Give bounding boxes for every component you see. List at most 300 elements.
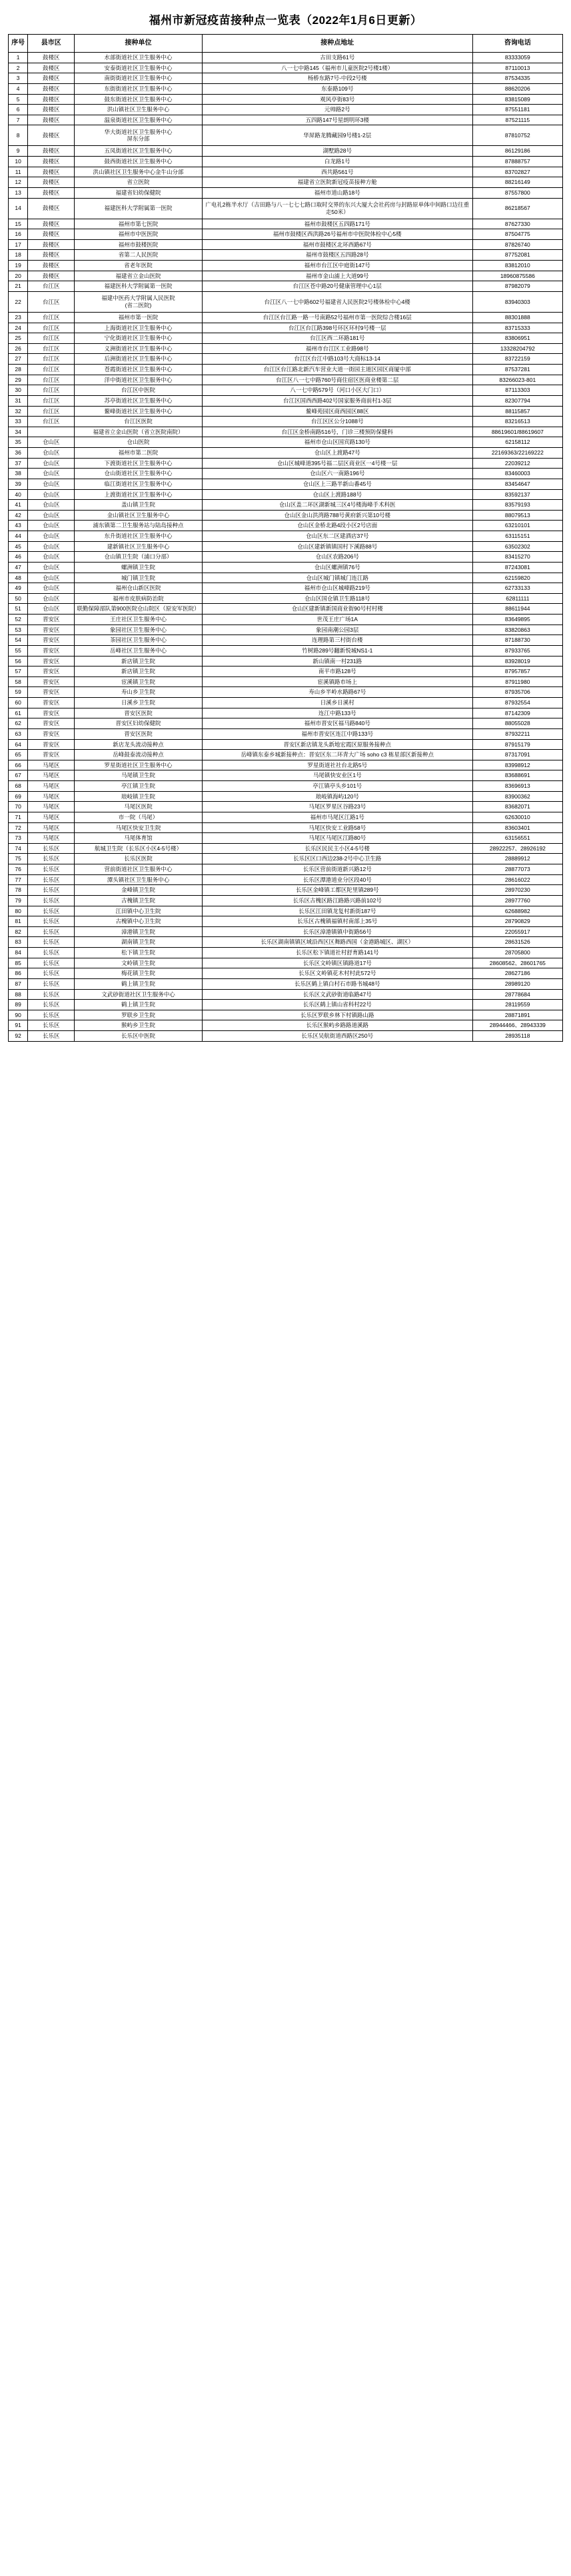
cell-phone: 83815089 — [472, 94, 562, 105]
cell-no: 53 — [9, 625, 28, 635]
cell-district: 鼓楼区 — [28, 198, 75, 219]
cell-district: 仓山区 — [28, 500, 75, 511]
cell-no: 27 — [9, 354, 28, 365]
table-row — [9, 365, 563, 375]
cell-no: 28 — [9, 365, 28, 375]
cell-phone: 87537281 — [472, 365, 562, 375]
cell-no: 47 — [9, 562, 28, 573]
table-row — [9, 1010, 563, 1020]
cell-no: 44 — [9, 531, 28, 542]
table-row — [9, 895, 563, 906]
cell-unit: 安泰街道社区卫生服务中心 — [75, 63, 203, 73]
cell-unit: 长乐区中医院 — [75, 1031, 203, 1042]
cell-unit: 上渡街道社区卫生服务中心 — [75, 489, 203, 500]
cell-district: 台江区 — [28, 343, 75, 354]
table-row — [9, 562, 563, 573]
cell-no: 54 — [9, 635, 28, 646]
cell-unit: 义洲街道社区卫生服务中心 — [75, 343, 203, 354]
cell-no: 61 — [9, 708, 28, 718]
cell-district: 晋安区 — [28, 739, 75, 750]
table-row — [9, 770, 563, 781]
cell-phone: 87915179 — [472, 739, 562, 750]
cell-no: 20 — [9, 271, 28, 281]
cell-phone: 83806951 — [472, 333, 562, 344]
cell-no: 86 — [9, 968, 28, 979]
cell-phone: 87911980 — [472, 676, 562, 687]
cell-phone: 87888757 — [472, 157, 562, 167]
cell-address: 福建省立医院新冠疫苗接种方舱 — [202, 177, 472, 188]
cell-address: 福州市金山浦上大道99号 — [202, 271, 472, 281]
cell-address: 长乐区罗联乡林下村镇路山路 — [202, 1010, 472, 1020]
cell-district: 鼓楼区 — [28, 250, 75, 261]
cell-phone: 87113303 — [472, 385, 562, 396]
cell-phone: 87627330 — [472, 219, 562, 229]
table-row — [9, 94, 563, 105]
cell-unit: 后洲街道社区卫生服务中心 — [75, 354, 203, 365]
table-row — [9, 417, 563, 427]
table-row — [9, 708, 563, 718]
table-row — [9, 437, 563, 448]
cell-district: 马尾区 — [28, 760, 75, 770]
cell-district: 晋安区 — [28, 687, 75, 698]
cell-address: 仓山区金山洪湾路788号黄府新兴第10号楼 — [202, 510, 472, 521]
cell-address: 湖墅路28号 — [202, 146, 472, 157]
cell-unit: 岳峰鼓泰流动接种点 — [75, 750, 203, 760]
cell-phone: 83579193 — [472, 500, 562, 511]
cell-district: 晋安区 — [28, 635, 75, 646]
table-row — [9, 676, 563, 687]
cell-district: 鼓楼区 — [28, 177, 75, 188]
cell-district: 仓山区 — [28, 583, 75, 594]
cell-address: 长乐区漳港镇镇中街路56号 — [202, 926, 472, 937]
cell-unit: 琅岐镇卫生院 — [75, 791, 203, 802]
cell-unit: 建新镇社区卫生服务中心 — [75, 541, 203, 552]
cell-no: 24 — [9, 323, 28, 333]
table-row — [9, 239, 563, 250]
cell-unit: 猴屿乡卫生院 — [75, 1020, 203, 1031]
cell-address: 观风亭街83号 — [202, 94, 472, 105]
cell-no: 29 — [9, 375, 28, 385]
cell-no: 40 — [9, 489, 28, 500]
cell-district: 鼓楼区 — [28, 94, 75, 105]
cell-unit: 温泉街道社区卫生服务中心 — [75, 115, 203, 125]
cell-address: 福州市仓山区国宾路130号 — [202, 437, 472, 448]
cell-district: 晋安区 — [28, 645, 75, 656]
vaccination-sites-table — [8, 34, 563, 1042]
cell-unit: 营前街道社区卫生服务中心 — [75, 864, 203, 875]
cell-no: 45 — [9, 541, 28, 552]
cell-unit: 洪山镇社区卫生服务中心 — [75, 105, 203, 115]
cell-district: 鼓楼区 — [28, 239, 75, 250]
cell-district: 晋安区 — [28, 718, 75, 729]
cell-district: 鼓楼区 — [28, 83, 75, 94]
cell-address: 长乐区猴屿乡路路道溪路 — [202, 1020, 472, 1031]
cell-unit: 岳峰社区卫生服务中心 — [75, 645, 203, 656]
table-row — [9, 916, 563, 927]
cell-address: 仓山区城门镇城门连江路 — [202, 573, 472, 583]
cell-no: 70 — [9, 802, 28, 812]
table-row — [9, 427, 563, 437]
cell-address: 华屏路龙腾藏园9号楼1-2层 — [202, 125, 472, 146]
cell-district: 仓山区 — [28, 479, 75, 489]
table-row — [9, 500, 563, 511]
cell-phone: 87110013 — [472, 63, 562, 73]
cell-unit: 下渡街道社区卫生服务中心 — [75, 458, 203, 469]
cell-district: 台江区 — [28, 291, 75, 312]
cell-district: 鼓楼区 — [28, 167, 75, 177]
cell-unit: 新店镇卫生院 — [75, 666, 203, 677]
cell-unit: 罗星街道社区卫生服务中心 — [75, 760, 203, 770]
cell-no: 78 — [9, 885, 28, 896]
cell-address: 福州市仓山区城峰路219号 — [202, 583, 472, 594]
cell-address: 长乐区松下镇道社村舒育路141号 — [202, 948, 472, 958]
cell-address: 福州市道山路18号 — [202, 187, 472, 198]
cell-district: 鼓楼区 — [28, 271, 75, 281]
cell-unit: 城门镇卫生院 — [75, 573, 203, 583]
cell-no: 79 — [9, 895, 28, 906]
cell-no: 80 — [9, 906, 28, 916]
cell-address: 仓山区螺洲镇76号 — [202, 562, 472, 573]
cell-address: 长乐区金峰镇工都区陀里镇289号 — [202, 885, 472, 896]
cell-unit: 仓山镇卫生院（浦口分部） — [75, 552, 203, 563]
cell-phone: 87810752 — [472, 125, 562, 146]
table-row — [9, 125, 563, 146]
cell-unit: 上海街道社区卫生服务中心 — [75, 323, 203, 333]
table-row — [9, 73, 563, 84]
cell-address: 台江区台江路398号环区环村9号楼一层 — [202, 323, 472, 333]
cell-district: 仓山区 — [28, 489, 75, 500]
cell-no: 31 — [9, 395, 28, 406]
cell-district: 台江区 — [28, 375, 75, 385]
table-row — [9, 739, 563, 750]
table-row — [9, 948, 563, 958]
cell-unit: 省老年医院 — [75, 261, 203, 271]
cell-phone: 83998912 — [472, 760, 562, 770]
cell-no: 72 — [9, 822, 28, 833]
table-row — [9, 177, 563, 188]
cell-phone: 88619601/88619607 — [472, 427, 562, 437]
cell-district: 马尾区 — [28, 822, 75, 833]
table-row — [9, 115, 563, 125]
cell-phone: 28627186 — [472, 968, 562, 979]
cell-district: 长乐区 — [28, 864, 75, 875]
cell-address: 马尾区罗星区谷路23号 — [202, 802, 472, 812]
cell-district: 仓山区 — [28, 469, 75, 479]
cell-no: 5 — [9, 94, 28, 105]
cell-district: 鼓楼区 — [28, 219, 75, 229]
cell-address: 台江区苍中路20号健康管理中心1层 — [202, 281, 472, 292]
table-row — [9, 978, 563, 989]
cell-district: 鼓楼区 — [28, 229, 75, 240]
cell-no: 82 — [9, 926, 28, 937]
table-row — [9, 83, 563, 94]
cell-phone: 28977760 — [472, 895, 562, 906]
cell-district: 长乐区 — [28, 926, 75, 937]
cell-phone: 87932554 — [472, 698, 562, 708]
table-row — [9, 937, 563, 948]
cell-district: 鼓楼区 — [28, 261, 75, 271]
cell-unit: 古槐镇中心卫生院 — [75, 916, 203, 927]
cell-unit: 松下镇卫生院 — [75, 948, 203, 958]
table-row — [9, 157, 563, 167]
cell-phone: 62688982 — [472, 906, 562, 916]
cell-address: 元帅路2号 — [202, 105, 472, 115]
cell-phone: 83715333 — [472, 323, 562, 333]
cell-district: 长乐区 — [28, 948, 75, 958]
cell-district: 仓山区 — [28, 458, 75, 469]
cell-phone: 88079513 — [472, 510, 562, 521]
cell-address: 白龙路1号 — [202, 157, 472, 167]
cell-unit: 仓山街道社区卫生服务中心 — [75, 469, 203, 479]
cell-phone: 28631526 — [472, 937, 562, 948]
cell-no: 68 — [9, 781, 28, 792]
cell-phone: 83649895 — [472, 615, 562, 625]
cell-address: 台江区国西西路402号国家服务商前村1-3层 — [202, 395, 472, 406]
cell-address: 连江中路133号 — [202, 708, 472, 718]
cell-unit: 福建医科大学附属第一医院 — [75, 198, 203, 219]
table-row — [9, 458, 563, 469]
cell-unit: 梅花镇卫生院 — [75, 968, 203, 979]
table-row — [9, 791, 563, 802]
cell-unit: 鹤上镇卫生院 — [75, 978, 203, 989]
cell-unit: 鹤上镇卫生院 — [75, 1000, 203, 1010]
cell-district: 马尾区 — [28, 833, 75, 844]
column-header-unit: 接种单位 — [75, 35, 203, 53]
cell-unit: 浦东镇第二卫生服务站与陆岛接种点 — [75, 521, 203, 531]
cell-address: 长乐区文岭镇区镇路道17号 — [202, 958, 472, 968]
cell-unit: 福州市中医医院 — [75, 229, 203, 240]
table-row — [9, 1000, 563, 1010]
cell-unit: 新店镇卫生院 — [75, 656, 203, 666]
cell-no: 22 — [9, 291, 28, 312]
cell-unit: 晋安区妇幼保健院 — [75, 718, 203, 729]
cell-unit: 金峰镇卫生院 — [75, 885, 203, 896]
cell-district: 长乐区 — [28, 958, 75, 968]
cell-phone: 87521115 — [472, 115, 562, 125]
cell-district: 长乐区 — [28, 1020, 75, 1031]
cell-district: 长乐区 — [28, 978, 75, 989]
cell-address: 古田支路61号 — [202, 53, 472, 63]
table-row — [9, 645, 563, 656]
cell-address: 长乐区古槐区路江路路兴路前102号 — [202, 895, 472, 906]
cell-no: 41 — [9, 500, 28, 511]
cell-phone: 22039212 — [472, 458, 562, 469]
table-row — [9, 510, 563, 521]
cell-phone: 87317091 — [472, 750, 562, 760]
cell-district: 晋安区 — [28, 750, 75, 760]
table-row — [9, 53, 563, 63]
cell-district — [28, 427, 75, 437]
cell-phone: 87551181 — [472, 105, 562, 115]
cell-address: 福州市马尾区江路1号 — [202, 812, 472, 822]
table-row — [9, 271, 563, 281]
cell-district: 仓山区 — [28, 448, 75, 459]
cell-no: 14 — [9, 198, 28, 219]
cell-address: 长乐区民民主小区4-5号楼 — [202, 843, 472, 854]
table-row — [9, 687, 563, 698]
cell-no: 1 — [9, 53, 28, 63]
table-row — [9, 281, 563, 292]
cell-unit: 鼓西街道社区卫生服务中心 — [75, 157, 203, 167]
cell-unit: 王庄社区卫生服务中心 — [75, 615, 203, 625]
cell-phone: 88611944 — [472, 604, 562, 615]
cell-phone: 28877073 — [472, 864, 562, 875]
cell-no: 17 — [9, 239, 28, 250]
cell-address: 仓山区上渡路47号 — [202, 448, 472, 459]
cell-no: 43 — [9, 521, 28, 531]
table-row — [9, 489, 563, 500]
table-row — [9, 229, 563, 240]
table-row — [9, 833, 563, 844]
cell-district: 长乐区 — [28, 885, 75, 896]
cell-no: 16 — [9, 229, 28, 240]
cell-unit: 航城卫生院（长乐区小区4-5号楼） — [75, 843, 203, 854]
cell-address: 竹树路289号翻新悦城NS1-1 — [202, 645, 472, 656]
table-row — [9, 1031, 563, 1042]
cell-address: 鳌峰苑园区商西园区88区 — [202, 406, 472, 417]
cell-no: 18 — [9, 250, 28, 261]
cell-district: 长乐区 — [28, 895, 75, 906]
cell-unit: 福建中医药大学附属人民医院 (省二医院) — [75, 291, 203, 312]
cell-address: 福州市鼓楼区西洪路26号福州市中医院体检中心5楼 — [202, 229, 472, 240]
cell-no: 30 — [9, 385, 28, 396]
cell-no: 81 — [9, 916, 28, 927]
cell-phone: 88216149 — [472, 177, 562, 188]
cell-phone: 62811111 — [472, 593, 562, 604]
cell-phone: 63210101 — [472, 521, 562, 531]
cell-no: 15 — [9, 219, 28, 229]
cell-address: 福州市鼓楼区五四路28号 — [202, 250, 472, 261]
cell-address: 福州市鼓楼区北环西路67号 — [202, 239, 472, 250]
cell-unit: 宁化街道社区卫生服务中心 — [75, 333, 203, 344]
cell-unit: 水部街道社区卫生服务中心 — [75, 53, 203, 63]
cell-unit: 福建省立金山医院（省立医院南院） — [75, 427, 203, 437]
cell-phone: 88115857 — [472, 406, 562, 417]
cell-unit: 省第二人民医院 — [75, 250, 203, 261]
page-title: 福州市新冠疫苗接种点一览表（2022年1月6日更新） — [149, 14, 422, 27]
table-row — [9, 906, 563, 916]
cell-unit: 新店龙头流动接种点 — [75, 739, 203, 750]
table-row — [9, 728, 563, 739]
cell-district: 长乐区 — [28, 968, 75, 979]
cell-phone: 83812010 — [472, 261, 562, 271]
cell-unit: 福州市鼓楼医院 — [75, 239, 203, 250]
table-row — [9, 63, 563, 73]
cell-district: 鼓楼区 — [28, 53, 75, 63]
cell-address: 台江区金桥南路516号，门诊三楼预防保健科 — [202, 427, 472, 437]
table-row — [9, 802, 563, 812]
cell-district: 长乐区 — [28, 1000, 75, 1010]
table-row — [9, 531, 563, 542]
cell-no: 33 — [9, 417, 28, 427]
cell-district: 鼓楼区 — [28, 115, 75, 125]
cell-phone: 18960875586 — [472, 271, 562, 281]
cell-phone: 83820863 — [472, 625, 562, 635]
cell-no: 57 — [9, 666, 28, 677]
cell-district: 马尾区 — [28, 791, 75, 802]
cell-no: 12 — [9, 177, 28, 188]
cell-address: 长乐区鹤上镇山省科村22号 — [202, 1000, 472, 1010]
cell-district: 台江区 — [28, 395, 75, 406]
cell-district: 台江区 — [28, 354, 75, 365]
cell-address: 岳峰镇东泰乡城新接种点：晋安区东二环青大广场 soho c3 栋星部区新接种点 — [202, 750, 472, 760]
cell-no: 91 — [9, 1020, 28, 1031]
cell-no: 37 — [9, 458, 28, 469]
cell-no: 69 — [9, 791, 28, 802]
table-row — [9, 354, 563, 365]
table-row — [9, 250, 563, 261]
cell-unit: 联勤保障部队第900医院仓山院区（原安军医院） — [75, 604, 203, 615]
table-row — [9, 552, 563, 563]
cell-phone: 28970230 — [472, 885, 562, 896]
cell-no: 67 — [9, 770, 28, 781]
cell-address: 长乐区营前街道新兴路12号 — [202, 864, 472, 875]
table-row — [9, 604, 563, 615]
cell-address: 福州市晋安区福马路840号 — [202, 718, 472, 729]
cell-district: 马尾区 — [28, 802, 75, 812]
cell-unit: 福建医科大学附属第一医院 — [75, 281, 203, 292]
cell-phone: 83682071 — [472, 802, 562, 812]
cell-address: 寿山乡半岭水路路67号 — [202, 687, 472, 698]
cell-unit: 古槐镇卫生院 — [75, 895, 203, 906]
table-row — [9, 187, 563, 198]
cell-address: 西共路561号 — [202, 167, 472, 177]
cell-phone: 28790829 — [472, 916, 562, 927]
cell-phone: 83702827 — [472, 167, 562, 177]
table-row — [9, 885, 563, 896]
cell-no: 2 — [9, 63, 28, 73]
cell-unit: 福州市第二医院 — [75, 448, 203, 459]
cell-no: 63 — [9, 728, 28, 739]
cell-unit: 福州市第一医院 — [75, 312, 203, 323]
cell-address: 世茂王庄广场1A — [202, 615, 472, 625]
table-row — [9, 395, 563, 406]
cell-unit: 市一院（马尾） — [75, 812, 203, 822]
table-row — [9, 656, 563, 666]
column-header-phone: 咨询电话 — [472, 35, 562, 53]
cell-unit: 南街街道社区卫生服务中心 — [75, 73, 203, 84]
cell-address: 东泰路109号 — [202, 83, 472, 94]
cell-phone: 83454647 — [472, 479, 562, 489]
table-row — [9, 1020, 563, 1031]
table-row — [9, 198, 563, 219]
cell-phone: 87188730 — [472, 635, 562, 646]
cell-phone: 83928019 — [472, 656, 562, 666]
cell-unit: 台江区中医院 — [75, 385, 203, 396]
cell-no: 50 — [9, 593, 28, 604]
cell-unit: 洪山镇社区卫生服务中心金牛山分部 — [75, 167, 203, 177]
cell-address: 琅岐镇海屿120号 — [202, 791, 472, 802]
cell-unit: 日溪乡卫生院 — [75, 698, 203, 708]
cell-phone: 87935706 — [472, 687, 562, 698]
cell-district: 仓山区 — [28, 593, 75, 604]
cell-phone: 87243081 — [472, 562, 562, 573]
cell-address: 长乐区古槐镇福镇村南部上35号 — [202, 916, 472, 927]
table-row — [9, 167, 563, 177]
cell-no: 10 — [9, 157, 28, 167]
table-row — [9, 448, 563, 459]
cell-address: 台江区区公分1088号 — [202, 417, 472, 427]
cell-unit: 象园社区卫生服务中心 — [75, 625, 203, 635]
cell-district: 晋安区 — [28, 728, 75, 739]
cell-phone: 28616022 — [472, 874, 562, 885]
cell-phone: 83460003 — [472, 469, 562, 479]
cell-phone: 28989120 — [472, 978, 562, 989]
table-row — [9, 698, 563, 708]
cell-phone: 28922257、28926192 — [472, 843, 562, 854]
table-row — [9, 385, 563, 396]
cell-no: 25 — [9, 333, 28, 344]
